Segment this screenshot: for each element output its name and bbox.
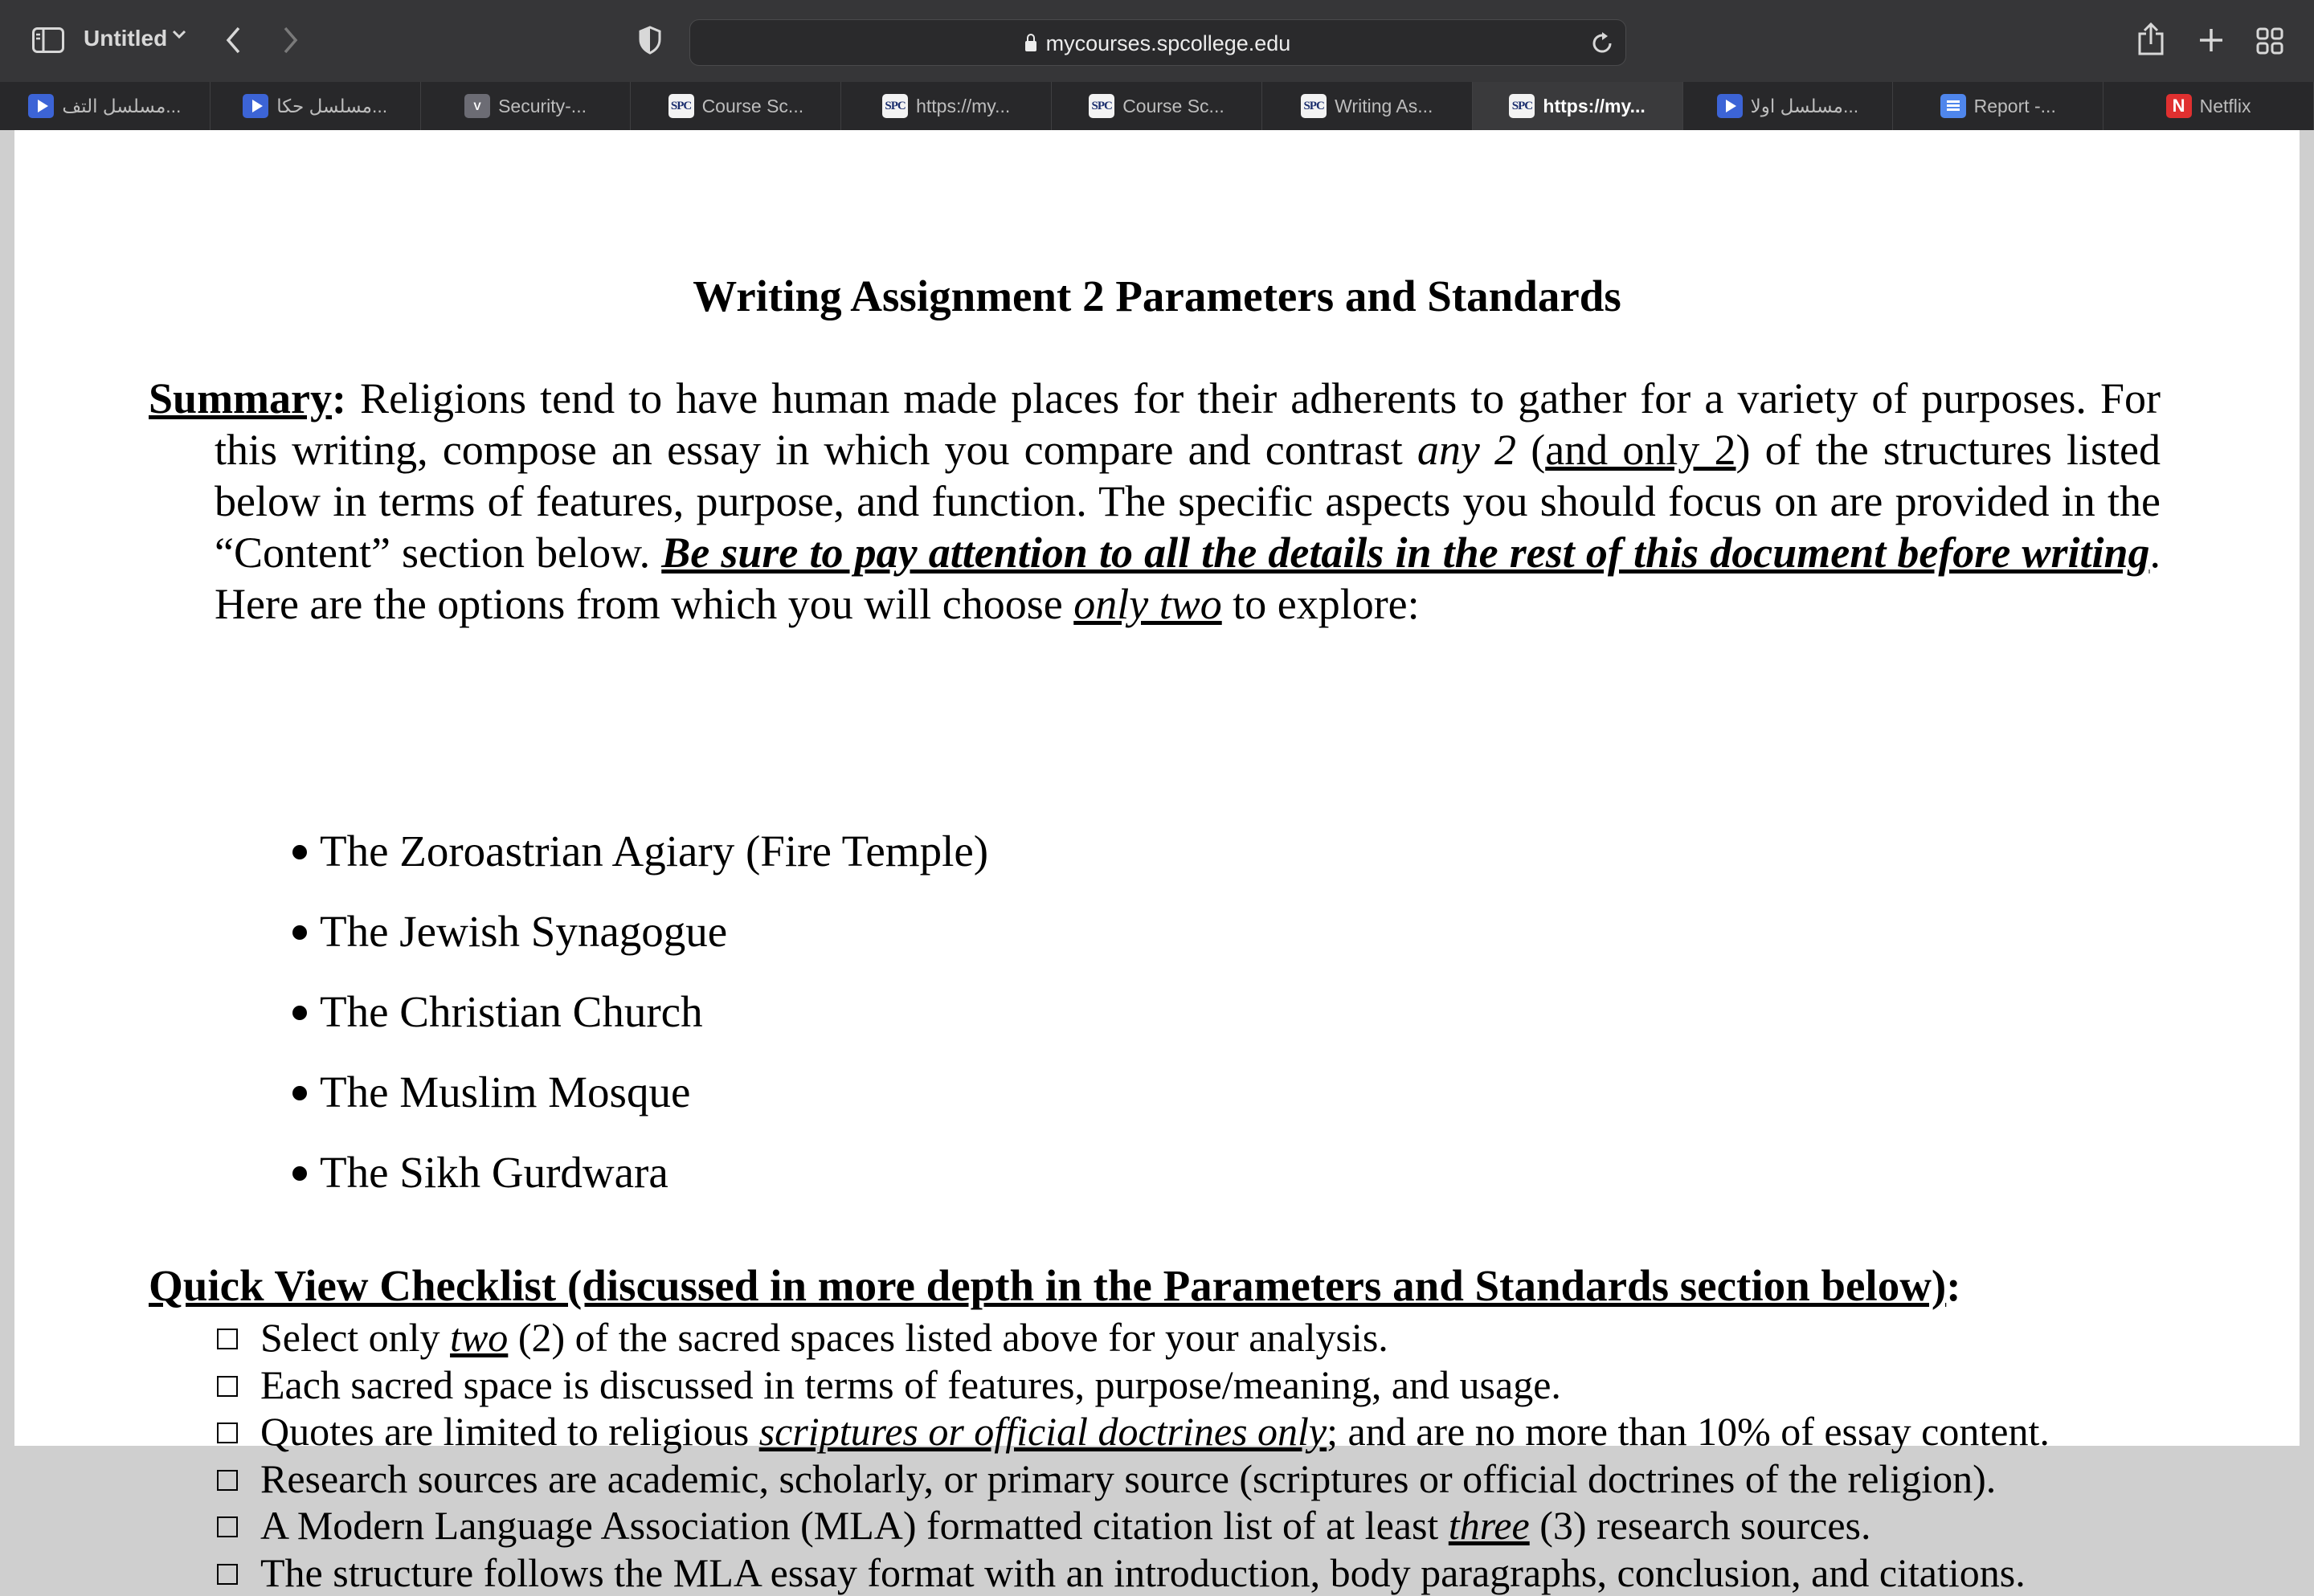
summary-any-2: any 2 (1417, 426, 1516, 474)
list-item: The Christian Church (296, 972, 988, 1052)
tab-label: مسلسل حكا... (276, 96, 387, 117)
summary-label: Summary (149, 374, 332, 422)
checklist-heading-text: Quick View Checklist (discussed in more depth in the Parameters and Standards section below) (149, 1261, 1946, 1310)
checklist-text: Select only (260, 1315, 450, 1360)
play-icon (1717, 94, 1743, 118)
list-item: The Sikh Gurdwara (296, 1133, 988, 1213)
tab-strip (0, 82, 2314, 130)
tab-label: https://my... (1543, 96, 1645, 117)
url-text: mycourses.spcollege.edu (1046, 31, 1291, 55)
checklist-item (215, 1361, 2050, 1409)
tab-0[interactable] (0, 82, 211, 130)
options-list (296, 811, 988, 1213)
checklist-item (215, 1314, 2050, 1361)
summary-paragraph (149, 373, 2161, 630)
checklist-heading-colon: : (1946, 1261, 1960, 1310)
checklist-item (215, 1549, 2050, 1596)
document-page (14, 130, 2300, 1446)
document-title: Writing Assignment 2 Parameters and Standards (14, 271, 2300, 321)
summary-text-3: ) of the structures listed below in terms of features, purpose, and function. The specific aspects you should focus on are provided in the “Content” section below. (215, 426, 2161, 577)
summary-text-1: Religions tend to have human made places for their adherents to gather for a variety of purposes. For this writing, compose an essay in which you compare and contrast (215, 374, 2161, 474)
v-icon: V (464, 94, 490, 118)
docs-icon (1940, 94, 1966, 118)
spc-icon: SPC (1301, 94, 1327, 118)
checklist-heading (149, 1260, 1961, 1311)
tab-label: Security-... (498, 96, 587, 117)
spc-icon: SPC (882, 94, 908, 118)
tab-4[interactable] (841, 82, 1052, 130)
checklist-text: A Modern Language Association (MLA) formatted citation list of at least (260, 1503, 1449, 1548)
summary-only-two: only two (1073, 580, 1222, 628)
checklist-text: The structure follows the MLA essay format with an introduction, body paragraphs, conclusion, and citations. (260, 1550, 2026, 1595)
browser-toolbar (0, 0, 2314, 82)
tab-1[interactable] (211, 82, 421, 130)
tab-label: Writing As... (1335, 96, 1433, 117)
tab-10[interactable] (2103, 82, 2314, 130)
sidebar-icon[interactable] (32, 27, 64, 53)
summary-text-4: . Here are the options from which you will choose (215, 529, 2161, 628)
play-icon (28, 94, 54, 118)
tab-group-title[interactable]: Untitled (84, 26, 167, 51)
tab-label: https://my... (916, 96, 1010, 117)
tab-2[interactable] (421, 82, 632, 130)
list-item: The Jewish Synagogue (296, 892, 988, 972)
summary-emphasis: Be sure to pay attention to all the details in the rest of this document before writing (661, 529, 2149, 577)
tab-label: Course Sc... (1122, 96, 1224, 117)
reload-icon[interactable] (1590, 30, 1614, 55)
summary-colon: : (332, 374, 346, 422)
checklist-text: ; and are no more than 10% of essay content. (1327, 1409, 2050, 1454)
chevron-down-icon[interactable] (172, 30, 186, 39)
spc-icon: SPC (1089, 94, 1114, 118)
address-url (690, 31, 1625, 56)
list-item: The Zoroastrian Agiary (Fire Temple) (296, 811, 988, 892)
new-tab-icon[interactable] (2198, 27, 2224, 53)
checklist-text: (3) research sources. (1530, 1503, 1871, 1548)
tab-label: Report -... (1974, 96, 2056, 117)
tab-3[interactable] (631, 82, 841, 130)
checklist-item (215, 1502, 2050, 1549)
share-icon[interactable] (2137, 22, 2165, 56)
privacy-shield-icon[interactable] (638, 26, 662, 55)
checklist-emphasis: two (450, 1315, 508, 1360)
checklist-item (215, 1455, 2050, 1503)
checklist-text: (2) of the sacred spaces listed above for your analysis. (508, 1315, 1388, 1360)
tab-5[interactable] (1052, 82, 1262, 130)
list-item: The Muslim Mosque (296, 1052, 988, 1133)
tab-overview-icon[interactable] (2256, 27, 2283, 55)
tab-9[interactable] (1893, 82, 2103, 130)
tab-8[interactable] (1683, 82, 1894, 130)
lock-icon (1025, 41, 1036, 51)
tab-label: مسلسل التف... (62, 96, 181, 117)
back-icon[interactable] (225, 26, 241, 55)
summary-text-2: ( (1516, 426, 1545, 474)
checklist-emphasis: three (1449, 1503, 1530, 1548)
address-bar[interactable] (689, 19, 1626, 66)
spc-icon: SPC (668, 94, 694, 118)
tab-6[interactable] (1262, 82, 1473, 130)
tab-label: Course Sc... (702, 96, 804, 117)
play-icon (243, 94, 268, 118)
summary-and-only-2: and only 2 (1545, 426, 1736, 474)
forward-icon[interactable] (283, 26, 299, 55)
netflix-icon: N (2166, 94, 2192, 118)
tab-label: مسلسل اولا... (1751, 96, 1859, 117)
checklist-text: Research sources are academic, scholarly, or primary source (scriptures or official doctrines of the religion). (260, 1456, 1996, 1501)
summary-text-5: to explore: (1222, 580, 1420, 628)
checklist-emphasis: scriptures or official doctrines only (759, 1409, 1327, 1454)
checklist-text: Quotes are limited to religious (260, 1409, 759, 1454)
checklist (215, 1314, 2050, 1596)
tab-7[interactable] (1473, 82, 1683, 130)
checklist-text: Each sacred space is discussed in terms of features, purpose/meaning, and usage. (260, 1362, 1561, 1407)
checklist-item (215, 1408, 2050, 1455)
tab-label: Netflix (2200, 96, 2251, 117)
spc-icon: SPC (1509, 94, 1535, 118)
